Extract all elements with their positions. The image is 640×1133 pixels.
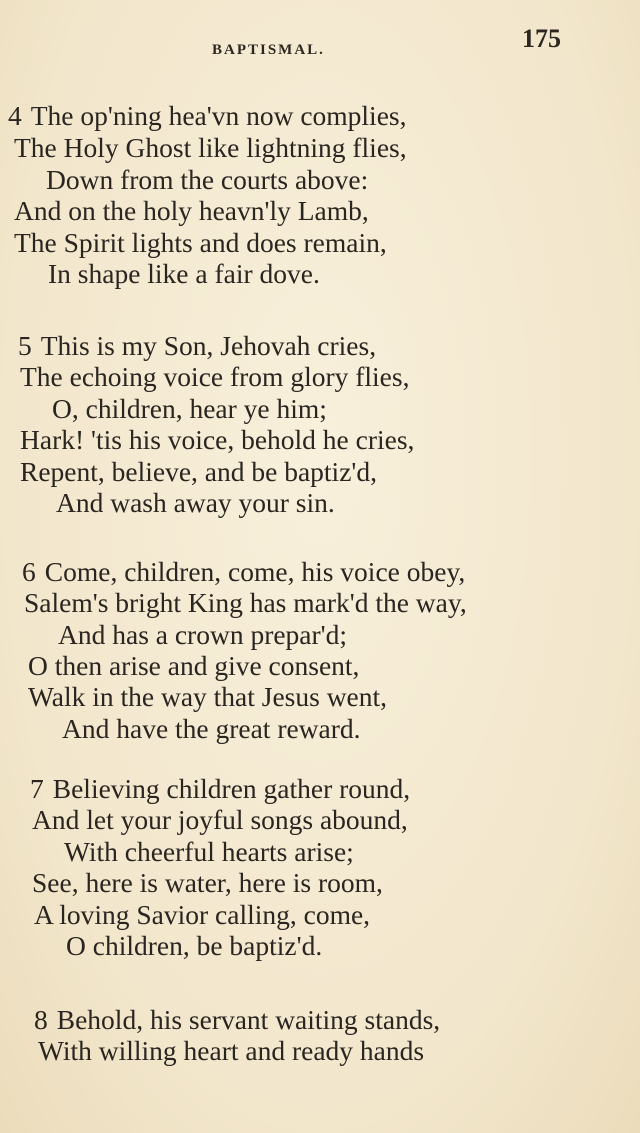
verse-number: 8 bbox=[34, 1004, 48, 1035]
verse-line: Hark! 'tis his voice, behold he cries, bbox=[20, 424, 415, 455]
verse-number: 7 bbox=[30, 773, 44, 804]
verse-line: With willing heart and ready hands bbox=[38, 1035, 425, 1066]
verse-line: Down from the courts above: bbox=[46, 164, 369, 195]
page-number: 175 bbox=[522, 24, 561, 53]
verse-line: With cheerful hearts arise; bbox=[64, 836, 354, 867]
verse-line: O, children, hear ye him; bbox=[52, 393, 327, 424]
verse-number: 6 bbox=[22, 556, 36, 587]
verse-line: O children, be baptiz'd. bbox=[66, 930, 323, 961]
verse-line: See, here is water, here is room, bbox=[32, 867, 383, 898]
verse-line: Repent, believe, and be baptiz'd, bbox=[20, 456, 377, 487]
verse-line: A loving Savior calling, come, bbox=[34, 899, 371, 930]
verse-line: And wash away your sin. bbox=[56, 487, 335, 518]
verse-line: 5 This is my Son, Jehovah cries, bbox=[18, 330, 377, 361]
verse-number: 5 bbox=[18, 330, 32, 361]
verse-number: 4 bbox=[8, 100, 22, 131]
verse-line: Walk in the way that Jesus went, bbox=[28, 681, 388, 712]
verse-line: 4 The op'ning hea'vn now complies, bbox=[8, 100, 407, 131]
verse-line: O then arise and give consent, bbox=[28, 650, 360, 681]
verse-line: And have the great reward. bbox=[62, 713, 361, 744]
verse-line: In shape like a fair dove. bbox=[48, 258, 320, 289]
verse-line: And has a crown prepar'd; bbox=[58, 619, 348, 650]
verse-line: Salem's bright King has mark'd the way, bbox=[24, 587, 467, 618]
verse-line: 8 Behold, his servant waiting stands, bbox=[34, 1004, 441, 1035]
verse-line: And let your joyful songs abound, bbox=[32, 804, 408, 835]
verse-line: The Holy Ghost like lightning flies, bbox=[14, 132, 407, 163]
verse-line: And on the holy heavn'ly Lamb, bbox=[14, 195, 369, 226]
verse-line: The echoing voice from glory flies, bbox=[20, 361, 410, 392]
running-title: BAPTISMAL. bbox=[212, 42, 325, 58]
verse-line: The Spirit lights and does remain, bbox=[14, 227, 387, 258]
verse-line: 7 Believing children gather round, bbox=[30, 773, 411, 804]
verse-line: 6 Come, children, come, his voice obey, bbox=[22, 556, 466, 587]
